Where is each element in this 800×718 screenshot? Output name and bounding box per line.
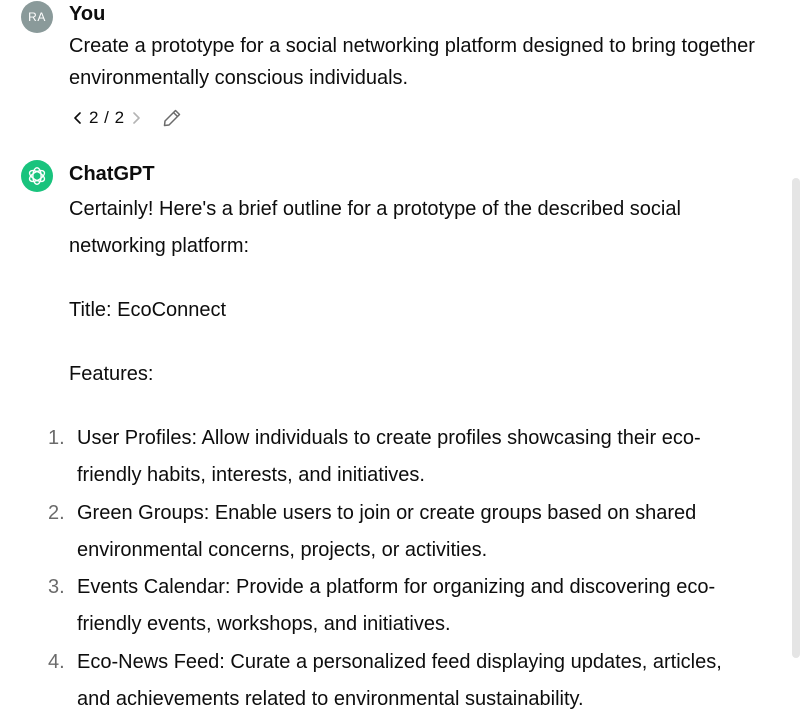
features-list	[0, 420, 790, 718]
assistant-intro: Certainly! Here's a brief outline for a prototype of the described social networking platform:	[69, 198, 681, 257]
assistant-author-name: ChatGPT	[69, 163, 155, 185]
features-heading: Features:	[69, 363, 154, 385]
pencil-icon[interactable]	[160, 106, 184, 130]
list-item-number: 3.	[48, 576, 65, 598]
list-item	[0, 495, 790, 569]
chevron-right-icon[interactable]	[127, 106, 145, 130]
chatgpt-avatar	[21, 160, 53, 192]
pager-count: 2 / 2	[89, 108, 125, 127]
list-item-number: 2.	[48, 501, 65, 524]
list-item	[0, 644, 790, 718]
chevron-left-icon[interactable]	[69, 106, 87, 130]
scrollbar[interactable]	[792, 178, 800, 658]
assistant-title-line: Title: EcoConnect	[69, 299, 227, 321]
list-item-text: Green Groups: Enable users to join or create groups based on shared environmental concerns, projects, or activities.	[77, 501, 697, 561]
user-message	[0, 0, 790, 140]
list-item-text: Events Calendar: Provide a platform for organizing and discovering eco-friendly events, workshops, and initiatives.	[77, 576, 716, 635]
list-item-number: 4.	[48, 650, 65, 673]
list-item-number: 1.	[48, 427, 65, 449]
response-pager	[69, 106, 145, 130]
list-item	[0, 420, 790, 494]
list-item-text: User Profiles: Allow individuals to create profiles showcasing their eco-friendly habits, interests, and initiatives.	[77, 427, 701, 486]
user-avatar: RA	[21, 1, 53, 33]
openai-logo-icon	[26, 165, 48, 187]
list-item	[0, 569, 790, 643]
user-author-name: You	[69, 3, 106, 25]
list-item-text: Eco-News Feed: Curate a personalized feed displaying updates, articles, and achievements related to environmental sustainability.	[77, 650, 722, 710]
user-message-text: Create a prototype for a social networking platform designed to bring together environmentally conscious individuals.	[69, 35, 755, 89]
